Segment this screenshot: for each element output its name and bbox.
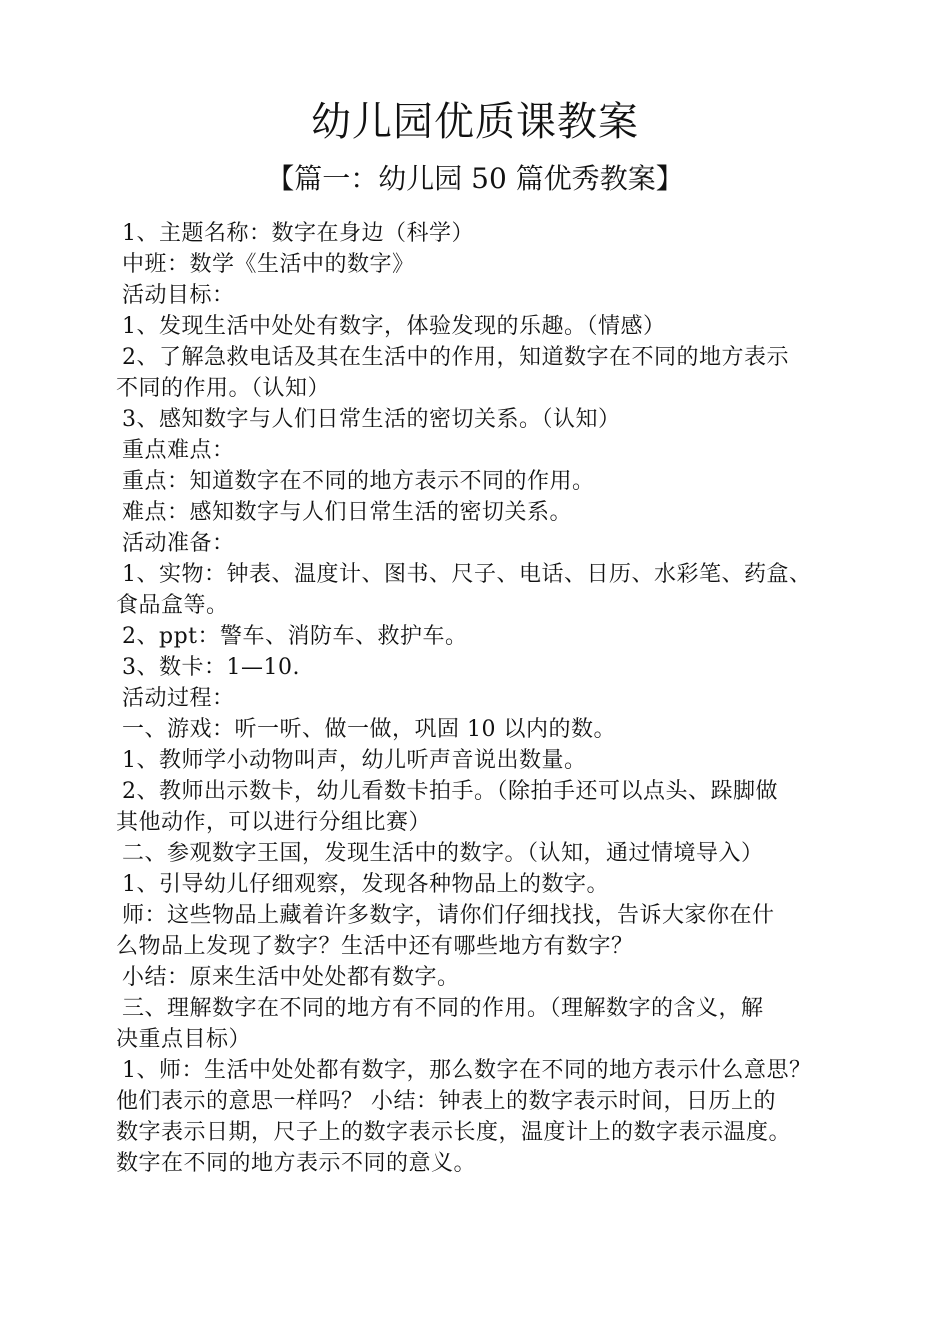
text-line: 重点难点： — [122, 438, 235, 463]
text-line: 食品盒等。 — [116, 593, 229, 618]
text-line: 1、师：生活中处处都有数字，那么数字在不同的地方表示什么意思？ — [122, 1058, 812, 1083]
text-line: 一、游戏：听一听、做一做，巩固 10 以内的数。 — [122, 717, 616, 742]
text-line: 决重点目标） — [116, 1027, 252, 1052]
text-line: 难点：感知数字与人们日常生活的密切关系。 — [122, 500, 573, 525]
text-line: 他们表示的意思一样吗？ 小结：钟表上的数字表示时间，日历上的 — [116, 1089, 776, 1114]
text-line: 活动过程： — [122, 686, 235, 711]
text-line: 么物品上发现了数字？生活中还有哪些地方有数字？ — [116, 934, 634, 959]
text-line: 2、ppt：警车、消防车、救护车。 — [122, 624, 468, 649]
text-line: 小结：原来生活中处处都有数字。 — [122, 965, 460, 990]
text-line: 3、感知数字与人们日常生活的密切关系。（认知） — [122, 407, 621, 432]
text-line: 重点：知道数字在不同的地方表示不同的作用。 — [122, 469, 595, 494]
text-line: 中班：数学《生活中的数字》 — [122, 252, 415, 277]
text-line: 1、发现生活中处处有数字，体验发现的乐趣。（情感） — [122, 314, 666, 339]
text-line: 3、数卡：1—10. — [122, 655, 300, 680]
document-body — [116, 218, 866, 1179]
text-line: 2、了解急救电话及其在生活中的作用，知道数字在不同的地方表示 — [122, 345, 789, 370]
text-line: 1、引导幼儿仔细观察，发现各种物品上的数字。 — [122, 872, 609, 897]
text-line: 活动目标： — [122, 283, 235, 308]
document-title: 幼儿园优质课教案 — [311, 99, 639, 145]
document-subtitle: 【篇一：幼儿园 50 篇优秀教案】 — [266, 162, 684, 195]
text-line: 活动准备： — [122, 531, 235, 556]
text-line: 不同的作用。（认知） — [116, 376, 331, 401]
text-line: 三、理解数字在不同的地方有不同的作用。（理解数字的含义，解 — [122, 996, 764, 1021]
text-line: 2、教师出示数卡，幼儿看数卡拍手。（除拍手还可以点头、跺脚做 — [122, 779, 778, 804]
text-line: 1、主题名称：数字在身边（科学） — [122, 221, 474, 246]
text-line: 数字表示日期，尺子上的数字表示长度，温度计上的数字表示温度。 — [116, 1120, 792, 1145]
text-line: 1、实物：钟表、温度计、图书、尺子、电话、日历、水彩笔、药盒、 — [122, 562, 812, 587]
text-line: 二、参观数字王国，发现生活中的数字。（认知，通过情境导入） — [122, 841, 764, 866]
text-line: 1、教师学小动物叫声，幼儿听声音说出数量。 — [122, 748, 587, 773]
text-line: 师：这些物品上藏着许多数字，请你们仔细找找，告诉大家你在什 — [122, 903, 775, 928]
text-line: 数字在不同的地方表示不同的意义。 — [116, 1151, 477, 1176]
text-line: 其他动作，可以进行分组比赛） — [116, 810, 432, 835]
